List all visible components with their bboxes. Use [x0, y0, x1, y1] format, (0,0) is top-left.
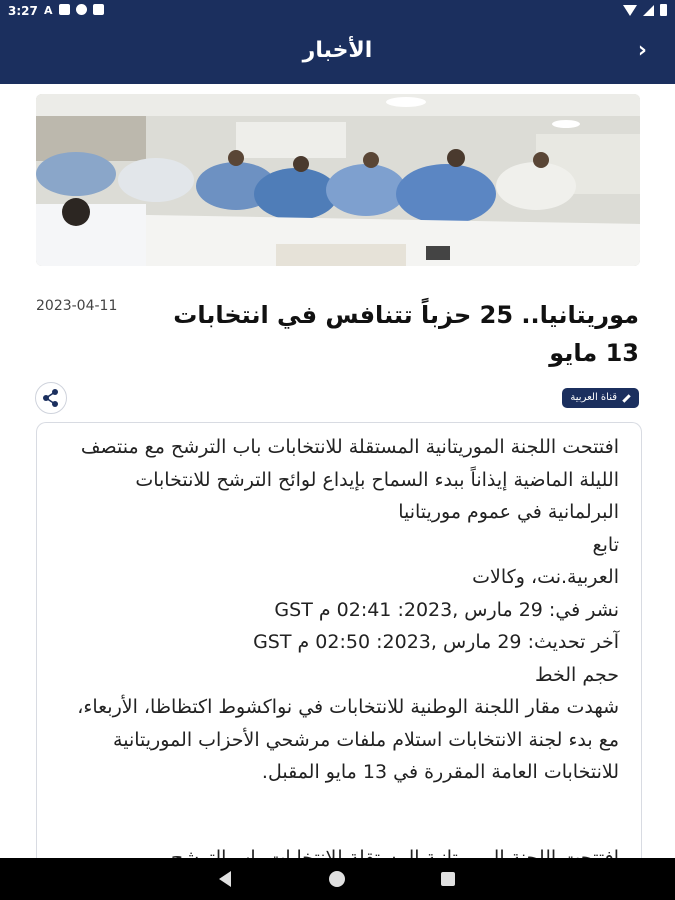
article-date: 2023-04-11	[36, 298, 118, 314]
status-system-icons	[623, 4, 667, 16]
page-title: الأخبار	[302, 38, 373, 63]
p-icon	[76, 4, 87, 15]
battery-icon	[660, 4, 667, 16]
share-icon	[36, 383, 66, 413]
sd-card-icon	[93, 4, 104, 15]
status-bar	[0, 0, 675, 24]
paragraph: العربية.نت، وكالات	[472, 566, 619, 588]
system-nav-bar	[0, 858, 675, 900]
paragraph: شهدت مقار اللجنة الوطنية للانتخابات في نواكشوط اكتظاظا، الأربعاء، مع بدء لجنة الانتخابات استلام ملفات مرشحي الأحزاب الموريتانية للانتخابات العامة المقررة في 13 مايو المقبل.	[77, 696, 619, 783]
nav-back-icon[interactable]	[219, 871, 231, 887]
article-image	[36, 94, 640, 266]
chevron-right-icon: ›	[637, 38, 647, 63]
nav-recents-icon[interactable]	[441, 872, 455, 886]
paragraph: نشر في: 29 مارس ,2023: 02:41 م GST	[274, 598, 619, 621]
meeting-photo	[36, 94, 640, 266]
wifi-icon	[623, 5, 637, 16]
article-headline: موريتانيا.. 25 حزباً تتنافس في انتخابات 13 مايو	[173, 301, 639, 367]
source-label: قناة العربية	[570, 392, 617, 403]
signal-icon	[643, 5, 654, 16]
pen-icon	[622, 394, 630, 402]
paragraph: افتتحت اللجنة الموريتانية المستقلة للانتخابات باب الترشح مع منتصف الليلة الماضية إيذاناً ببدء السماح بإيداع لوائح الترشح للانتخابات البرلمانية في عموم موريتانيا	[80, 436, 619, 523]
nav-home-icon[interactable]	[329, 871, 345, 887]
back-button[interactable]	[638, 38, 647, 63]
status-notification-icons	[44, 4, 104, 17]
status-time: 3:27	[8, 4, 38, 18]
app-bar	[0, 24, 675, 84]
paragraph: آخر تحديث: 29 مارس ,2023: 02:50 م GST	[253, 631, 619, 653]
a-icon: A	[44, 4, 53, 17]
mail-icon	[59, 4, 70, 15]
paragraph: تابع	[592, 533, 619, 556]
article-body	[59, 431, 619, 789]
share-button[interactable]	[35, 382, 67, 414]
article-body-card	[36, 422, 642, 883]
source-badge[interactable]	[562, 388, 639, 408]
paragraph: حجم الخط	[534, 663, 619, 686]
